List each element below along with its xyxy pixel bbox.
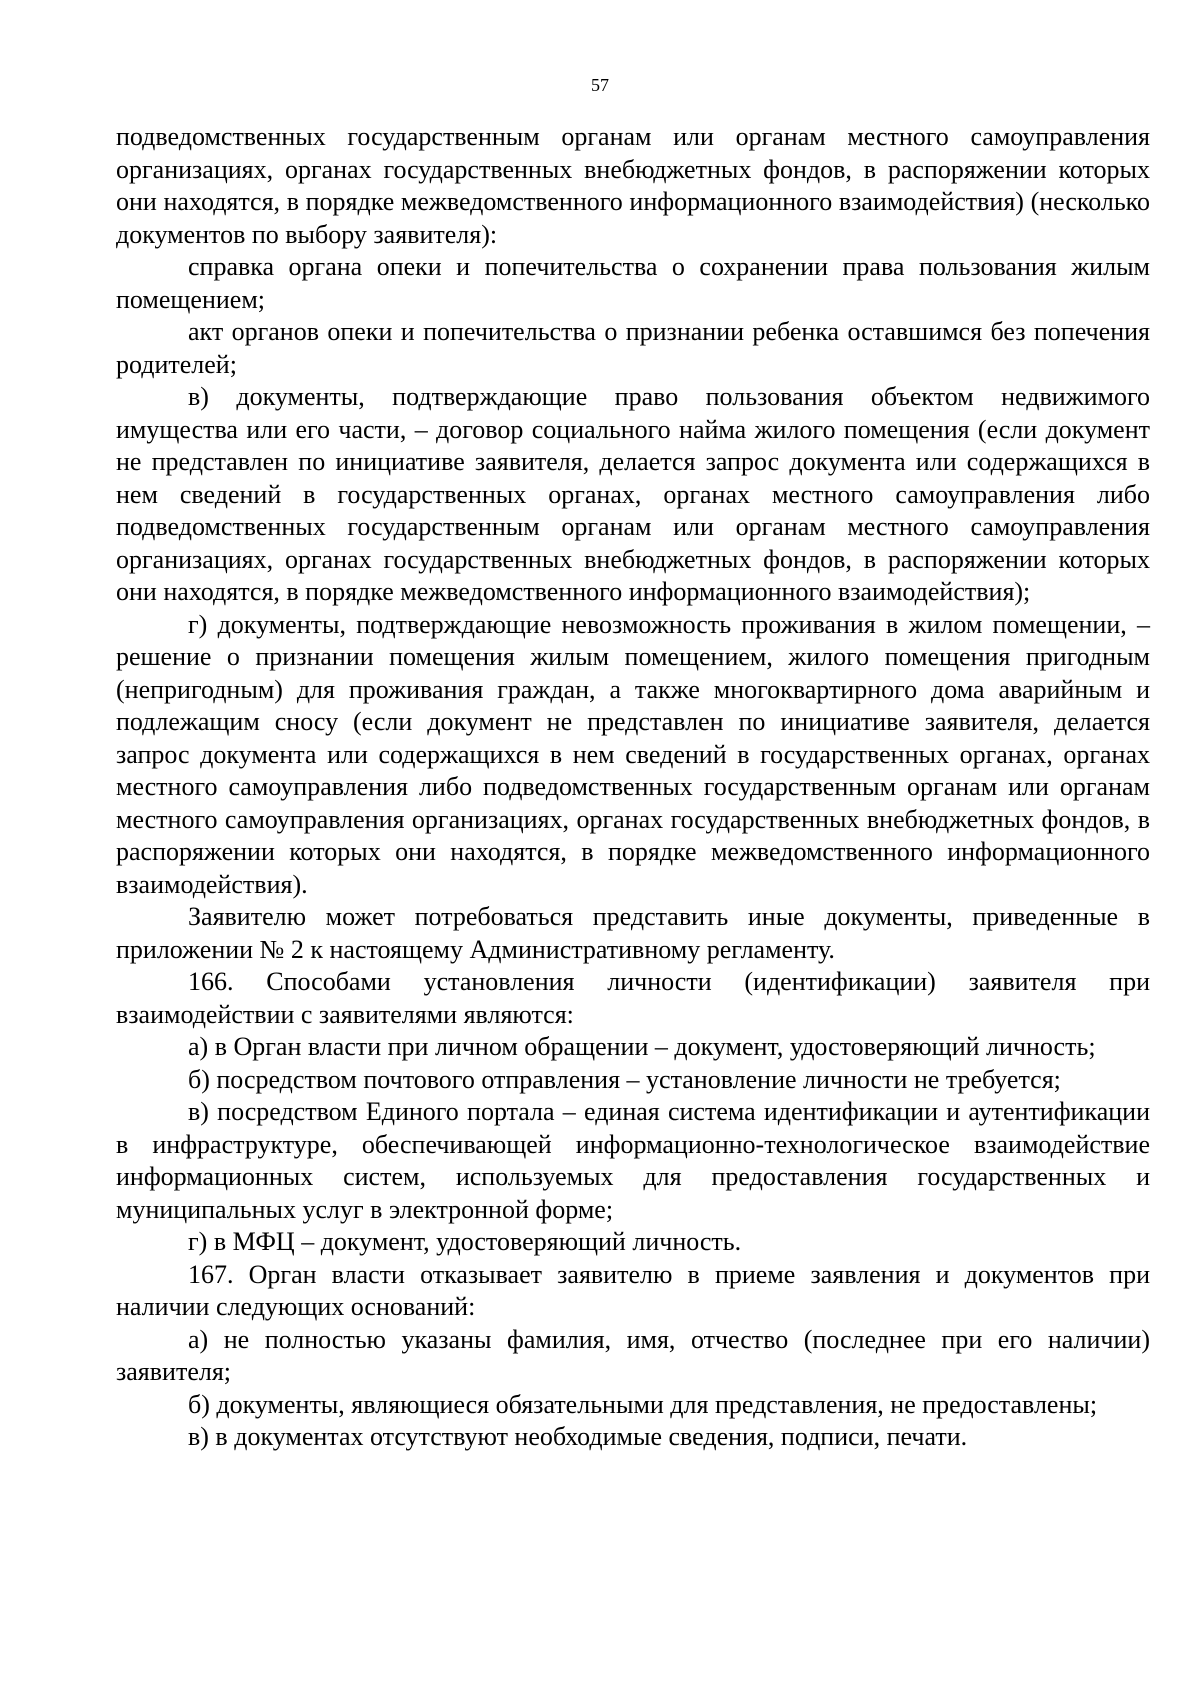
document-body [116,121,1150,1454]
page-number: 57 [591,75,609,95]
paragraph: 167. Орган власти отказывает заявителю в приеме заявления и документов при наличии следующих оснований: [116,1259,1150,1321]
paragraph: а) в Орган власти при личном обращении – документ, удостоверяющий личность; [188,1032,1096,1061]
paragraph: в) документы, подтверждающие право пользования объектом недвижимого имущества или его части, – договор социального найма жилого помещения (если документ не представлен по инициативе заявителя, делается запрос документа или содержащихся в нем сведений в государственных органах, органах местного самоуправления либо подведомственных государственным органам или органам местного самоуправления организациях, органах государственных внебюджетных фондов, в распоряжении которых они находятся, в порядке межведомственного информационного взаимодействия); [116,382,1150,606]
paragraph: в) в документах отсутствуют необходимые сведения, подписи, печати. [188,1422,968,1451]
paragraph: 166. Способами установления личности (идентификации) заявителя при взаимодействии с заявителями являются: [116,967,1150,1029]
paragraph: справка органа опеки и попечительства о сохранении права пользования жилым помещением; [116,252,1150,314]
paragraph: Заявителю может потребоваться представить иные документы, приведенные в приложении № 2 к настоящему Административному регламенту. [116,902,1150,964]
paragraph: б) посредством почтового отправления – установление личности не требуется; [188,1064,1061,1094]
paragraph: в) посредством Единого портала – единая система идентификации и аутентификации в инфраструктуре, обеспечивающей информационно-технологическое взаимодействие информационных систем, используемых для предоставления государственных и муниципальных услуг в электронной форме; [116,1097,1150,1224]
paragraph: г) в МФЦ – документ, удостоверяющий личность. [188,1227,742,1256]
paragraph: а) не полностью указаны фамилия, имя, отчество (последнее при его наличии) заявителя; [116,1324,1150,1386]
paragraph: подведомственных государственным органам или органам местного самоуправления организациях, органах государственных внебюджетных фондов, в распоряжении которых они находятся, в порядке межведомственного информационного взаимодействия) (несколько документов по выбору заявителя): [116,122,1150,249]
paragraph: акт органов опеки и попечительства о признании ребенка оставшимся без попечения родителей; [116,317,1150,379]
paragraph: б) документы, являющиеся обязательными для представления, не предоставлены; [188,1389,1098,1419]
paragraph: г) документы, подтверждающие невозможность проживания в жилом помещении, – решение о признании помещения жилым помещением, жилого помещения пригодным (непригодным) для проживания граждан, а также многоквартирного дома аварийным и подлежащим сносу (если документ не представлен по инициативе заявителя, делается запрос документа или содержащихся в нем сведений в государственных органах, органах местного самоуправления либо подведомственных государственным органам или органам местного самоуправления организациях, органах государственных внебюджетных фондов, в распоряжении которых они находятся, в порядке межведомственного информационного взаимодействия). [116,609,1150,899]
